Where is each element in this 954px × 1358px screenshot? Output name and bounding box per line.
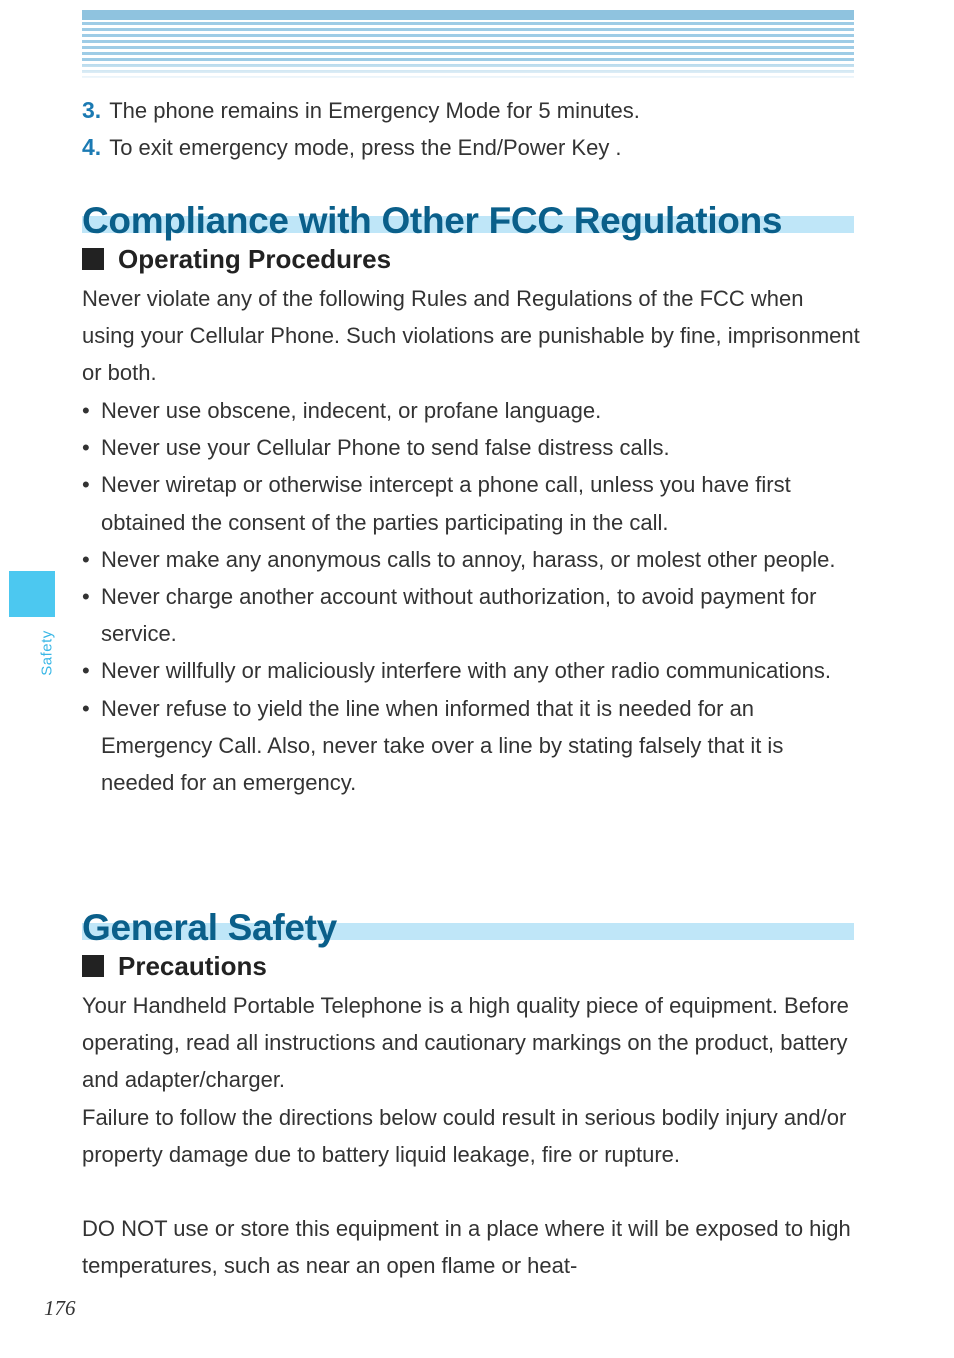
list-item: • Never use your Cellular Phone to send false distress calls. <box>82 429 862 466</box>
precautions-paragraph-1: Your Handheld Portable Telephone is a high quality piece of equipment. Before operating, read all instructions and cautionary markings on the product, battery and adapter/charger. <box>82 993 849 1093</box>
step-3 <box>82 97 640 124</box>
bullet-dot-icon: • <box>82 435 90 461</box>
step-number: 4. <box>82 134 102 160</box>
square-bullet-icon <box>82 248 104 270</box>
side-section-tab <box>9 571 55 617</box>
section-title-fcc <box>82 198 854 244</box>
fcc-intro-paragraph: Never violate any of the following Rules and Regulations of the FCC when using your Cellular Phone. Such violations are punishable by fine, imprisonment or both. <box>82 286 860 386</box>
square-bullet-icon <box>82 955 104 977</box>
header-stripe-band <box>82 10 854 78</box>
list-item: • Never use obscene, indecent, or profane language. <box>82 392 862 429</box>
subhead-text: Operating Procedures <box>118 244 392 274</box>
list-item: • Never make any anonymous calls to annoy, harass, or molest other people. <box>82 541 862 578</box>
step-text: To exit emergency mode, press the End/Power Key . <box>109 135 622 160</box>
section-title-text: Compliance with Other FCC Regulations <box>82 200 783 241</box>
precautions-paragraph-3: DO NOT use or store this equipment in a place where it will be exposed to high temperatures, such as near an open flame or heat- <box>82 1216 851 1279</box>
subhead-operating-procedures <box>82 244 391 275</box>
step-number: 3. <box>82 97 102 123</box>
bullet-dot-icon: • <box>82 472 90 498</box>
step-text: The phone remains in Emergency Mode for 5 minutes. <box>109 98 640 123</box>
section-title-general-safety <box>82 905 854 951</box>
bullet-dot-icon: • <box>82 584 90 610</box>
list-item: • Never charge another account without authorization, to avoid payment for service. <box>82 578 862 652</box>
list-item: • Never refuse to yield the line when informed that it is needed for an Emergency Call. Also, never take over a line by stating falsely that it is needed for an emergency. <box>82 690 862 802</box>
subhead-text: Precautions <box>118 951 267 981</box>
bullet-dot-icon: • <box>82 658 90 684</box>
subhead-precautions <box>82 951 267 982</box>
step-4 <box>82 134 622 161</box>
page-number: 176 <box>44 1296 76 1320</box>
side-tab-label: Safety <box>38 630 56 676</box>
list-item: • Never wiretap or otherwise intercept a phone call, unless you have first obtained the consent of the parties participating in the call. <box>82 466 862 540</box>
precautions-paragraph-2: Failure to follow the directions below could result in serious bodily injury and/or property damage due to battery liquid leakage, fire or rupture. <box>82 1105 847 1168</box>
bullet-dot-icon: • <box>82 546 90 572</box>
bullet-dot-icon: • <box>82 695 90 721</box>
section-title-text: General Safety <box>82 907 337 948</box>
list-item: • Never willfully or maliciously interfere with any other radio communications. <box>82 652 862 689</box>
fcc-rules-list <box>82 392 862 801</box>
bullet-dot-icon: • <box>82 398 90 423</box>
